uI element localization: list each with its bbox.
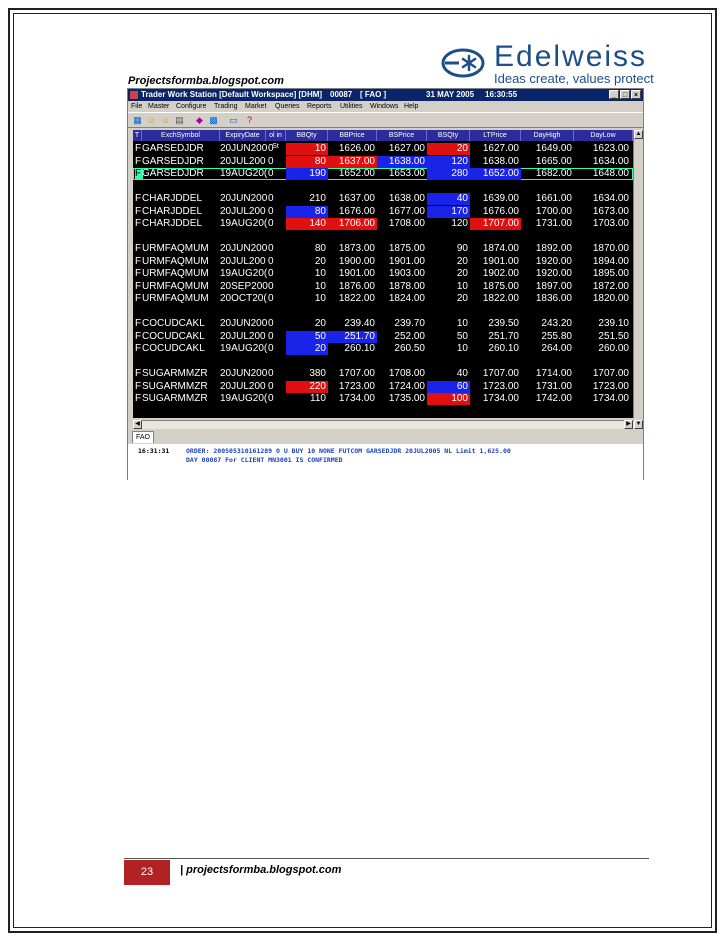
cell-sym: GARSEDJDR bbox=[142, 155, 204, 167]
cell-exp: 19AUG20( bbox=[220, 218, 268, 229]
cell-bsp: 1824.00 bbox=[388, 293, 425, 304]
col-header-bbprice[interactable]: BBPrice bbox=[328, 130, 377, 141]
table-row[interactable] bbox=[133, 156, 633, 168]
cell-exp: 20SEP200 bbox=[220, 280, 268, 292]
cell-bbp: 1637.00 bbox=[338, 193, 375, 204]
cell-ltp: 1901.00 bbox=[482, 255, 519, 267]
page-number: 23 bbox=[140, 866, 154, 878]
cell-dl: 251.50 bbox=[598, 330, 629, 342]
edelweiss-logo-icon bbox=[441, 48, 485, 78]
table-row[interactable] bbox=[133, 393, 633, 405]
table-row[interactable] bbox=[133, 281, 633, 293]
window-time: 16:30:55 bbox=[485, 90, 518, 99]
trade-book-icon[interactable]: ◆ bbox=[196, 115, 203, 125]
cell-bbq: 10 bbox=[286, 143, 328, 155]
cell-dh: 1714.00 bbox=[535, 368, 572, 379]
cell-bsp: 1708.00 bbox=[388, 218, 425, 229]
cell-bbq: 20 bbox=[314, 318, 326, 329]
cell-bsp: 1735.00 bbox=[388, 393, 425, 404]
cell-bbp: 1676.00 bbox=[338, 205, 375, 217]
cell-exp: 20JUN200 bbox=[220, 318, 268, 329]
cell-bbq: 380 bbox=[309, 368, 326, 379]
cell-exp: 19AUG20( bbox=[220, 168, 268, 179]
cell-sym: URMFAQMUM bbox=[142, 243, 209, 254]
cell-ltp: 1639.00 bbox=[482, 193, 519, 204]
col-header-oi[interactable]: ol in St bbox=[266, 130, 286, 141]
buy-icon[interactable]: ☺ bbox=[146, 115, 157, 125]
cell-bbp: 1876.00 bbox=[338, 280, 375, 292]
window-titlebar bbox=[128, 89, 643, 101]
cell-bbp: 1637.00 bbox=[328, 156, 377, 168]
menu-windows[interactable]: Windows bbox=[370, 103, 399, 110]
cell-ol: 0 bbox=[268, 168, 274, 179]
message-icon[interactable]: ▭ bbox=[229, 115, 238, 125]
cell-dh: 1649.00 bbox=[535, 143, 572, 154]
cell-dl: 260.00 bbox=[598, 343, 629, 354]
cell-bbp: 1901.00 bbox=[338, 268, 375, 279]
cell-ol: 0 bbox=[268, 143, 274, 154]
cell-ltp: 1627.00 bbox=[482, 143, 519, 154]
cell-bsp: 1724.00 bbox=[388, 380, 425, 392]
cell-bsq: 120 bbox=[451, 218, 468, 229]
cell-dh: 1920.00 bbox=[535, 268, 572, 279]
cell-sym: CHARJDDEL bbox=[142, 193, 203, 204]
cell-bbq: 110 bbox=[310, 393, 326, 404]
cell-bsq: 280 bbox=[427, 168, 470, 180]
cell-exp: 20JUN200 bbox=[220, 243, 268, 254]
cell-ol: 0 bbox=[268, 293, 274, 304]
cell-dl: 1634.00 bbox=[592, 155, 629, 167]
cell-bbq: 20 bbox=[314, 255, 326, 267]
cell-ol: 0 bbox=[268, 155, 274, 167]
message-line-1: ORDER: 200505310161289 O U BUY 10 NONE FUTCOM GARSEDJDR 20JUL2005 NL Limit 1,625.00 bbox=[186, 447, 511, 455]
table-row[interactable] bbox=[133, 331, 633, 343]
cell-bbp: 1707.00 bbox=[338, 368, 375, 379]
cell-bsq: 90 bbox=[456, 243, 468, 254]
close-button[interactable]: × bbox=[631, 90, 641, 99]
cell-bsq: 20 bbox=[456, 293, 468, 304]
cell-exp: 20JUN200 bbox=[220, 368, 268, 379]
table-row[interactable] bbox=[133, 143, 633, 155]
cell-dl: 1623.00 bbox=[592, 143, 629, 154]
scroll-down-icon[interactable]: ▼ bbox=[635, 421, 642, 427]
cell-dl: 1894.00 bbox=[592, 255, 629, 267]
cell-exp: 20JUN200 bbox=[220, 143, 268, 154]
cell-bbp: 260.10 bbox=[344, 343, 375, 354]
cell-bsq: 20 bbox=[456, 268, 468, 279]
cell-ltp: 1707.00 bbox=[482, 368, 519, 379]
cell-bsq: 170 bbox=[427, 206, 470, 218]
cell-dh: 1665.00 bbox=[535, 155, 572, 167]
cell-bsq: 10 bbox=[456, 280, 468, 292]
edelweiss-logo bbox=[441, 40, 686, 86]
cell-bsq: 60 bbox=[427, 381, 470, 393]
cell-dl: 1648.00 bbox=[592, 168, 629, 179]
cell-bsq: 10 bbox=[456, 343, 468, 354]
cell-bsp: 260.50 bbox=[394, 343, 425, 354]
cell-bsp: 1878.00 bbox=[388, 280, 425, 292]
cell-sym: CHARJDDEL bbox=[142, 205, 203, 217]
cell-ol: 0 bbox=[268, 255, 274, 267]
cell-dh: 1682.00 bbox=[535, 168, 572, 179]
cell-t: F bbox=[135, 318, 142, 329]
menu-market[interactable]: Market bbox=[245, 103, 267, 110]
window-date: 31 MAY 2005 bbox=[426, 90, 475, 99]
cell-bbp: 1706.00 bbox=[328, 218, 377, 230]
menu-configure[interactable]: Configure bbox=[176, 103, 207, 110]
menu-bar bbox=[128, 101, 643, 112]
cell-bsp: 239.70 bbox=[394, 318, 425, 329]
cell-bsq: 120 bbox=[427, 156, 470, 168]
tab-fao[interactable]: FAO bbox=[132, 431, 154, 443]
table-row[interactable] bbox=[133, 218, 633, 230]
market-watch-grid[interactable] bbox=[133, 130, 633, 418]
cell-bsq: 100 bbox=[427, 393, 470, 405]
window-user-id: 00087 bbox=[330, 90, 353, 99]
cell-dl: 1703.00 bbox=[592, 218, 629, 229]
cell-bsp: 1901.00 bbox=[388, 255, 425, 267]
scroll-right-icon[interactable]: ▶ bbox=[624, 420, 633, 429]
cell-bbq: 80 bbox=[314, 243, 326, 254]
message-line-2: DAY 00087 For CLIENT MN3001 IS CONFIRMED bbox=[186, 456, 343, 464]
table-row[interactable] bbox=[133, 318, 633, 330]
cell-ltp: 1734.00 bbox=[482, 393, 519, 404]
table-row[interactable] bbox=[133, 368, 633, 380]
message-window bbox=[128, 444, 643, 480]
cell-t: F bbox=[135, 380, 142, 392]
trader-workstation-window bbox=[127, 88, 644, 480]
table-row[interactable] bbox=[133, 256, 633, 268]
cell-ol: 0 bbox=[268, 268, 274, 279]
cell-ltp: 1652.00 bbox=[470, 168, 521, 180]
table-row[interactable] bbox=[133, 206, 633, 218]
col-header-exchsymbol[interactable]: ExchSymbol bbox=[142, 130, 220, 141]
cell-bbp: 1873.00 bbox=[338, 243, 375, 254]
cell-sym: COCUDCAKL bbox=[142, 330, 205, 342]
menu-file[interactable]: File bbox=[131, 103, 143, 110]
workspace-tabs bbox=[128, 431, 643, 443]
cell-dh: 1742.00 bbox=[535, 393, 572, 404]
cell-exp: 20JUL200 bbox=[220, 155, 266, 167]
cell-ltp: 1723.00 bbox=[482, 380, 519, 392]
cell-t: F bbox=[135, 193, 142, 204]
cell-ol: 0 bbox=[268, 218, 274, 229]
cell-exp: 19AUG20( bbox=[220, 268, 268, 279]
cell-bsp: 1638.00 bbox=[388, 193, 425, 204]
cell-ol: 0 bbox=[268, 318, 274, 329]
cell-bbq: 80 bbox=[286, 156, 328, 168]
cell-bsp: 1875.00 bbox=[388, 243, 425, 254]
footer-text: | projectsformba.blogspot.com bbox=[180, 864, 342, 876]
cell-t: F bbox=[135, 243, 142, 254]
cell-dh: 264.00 bbox=[541, 343, 572, 354]
cell-t: F bbox=[135, 168, 142, 179]
cell-sym: GARSEDJDR bbox=[142, 168, 204, 179]
cell-sym: GARSEDJDR bbox=[142, 143, 204, 154]
cell-bsq: 40 bbox=[427, 193, 470, 205]
cell-ol: 0 bbox=[268, 380, 274, 392]
cell-ol: 0 bbox=[268, 393, 274, 404]
cell-dl: 1673.00 bbox=[592, 205, 629, 217]
col-header-bsprice[interactable]: BSPrice bbox=[377, 130, 427, 141]
table-row[interactable] bbox=[133, 268, 633, 280]
cell-dh: 243.20 bbox=[541, 318, 572, 329]
cell-bbq: 220 bbox=[286, 381, 328, 393]
message-time: 16:31:31 bbox=[138, 447, 170, 455]
cell-exp: 20OCT20( bbox=[220, 293, 267, 304]
cell-ltp: 1902.00 bbox=[482, 268, 519, 279]
horizontal-scrollbar[interactable] bbox=[133, 420, 643, 429]
cell-ltp: 1874.00 bbox=[482, 243, 519, 254]
col-header-dayhigh[interactable]: DayHigh bbox=[521, 130, 574, 141]
cell-t: F bbox=[135, 155, 142, 167]
blank-row bbox=[133, 181, 633, 193]
cell-t: F bbox=[135, 205, 142, 217]
window-icon[interactable]: ▩ bbox=[209, 115, 218, 125]
cell-bsp: 1708.00 bbox=[388, 368, 425, 379]
col-header-bbqty[interactable]: BBQty bbox=[286, 130, 328, 141]
help-icon[interactable]: ? bbox=[246, 115, 252, 125]
cell-bbp: 1822.00 bbox=[338, 293, 375, 304]
cell-t: F bbox=[135, 368, 142, 379]
blank-row bbox=[133, 306, 633, 318]
cell-sym: URMFAQMUM bbox=[142, 268, 209, 279]
cell-dh: 255.80 bbox=[541, 330, 572, 342]
cell-ltp: 1638.00 bbox=[482, 155, 519, 167]
cell-t: F bbox=[135, 255, 142, 267]
cell-ol: 0 bbox=[268, 243, 274, 254]
table-row[interactable] bbox=[133, 381, 633, 393]
cell-sym: URMFAQMUM bbox=[142, 280, 209, 292]
col-header-bsqty[interactable]: BSQty bbox=[427, 130, 470, 141]
cell-ltp: 1707.00 bbox=[470, 218, 521, 230]
cell-dl: 239.10 bbox=[598, 318, 629, 329]
cell-dl: 1634.00 bbox=[592, 193, 629, 204]
footer-rule bbox=[124, 858, 649, 859]
cell-bsq: 40 bbox=[456, 368, 468, 379]
order-book-icon[interactable]: ▤ bbox=[175, 115, 184, 125]
cell-bsp: 1627.00 bbox=[388, 143, 425, 154]
cell-bbp: 1626.00 bbox=[338, 143, 375, 154]
vertical-scrollbar[interactable] bbox=[633, 130, 643, 418]
blank-row bbox=[133, 356, 633, 368]
cell-dh: 1892.00 bbox=[535, 243, 572, 254]
cell-t: F bbox=[135, 393, 142, 404]
cell-dl: 1870.00 bbox=[592, 243, 629, 254]
cell-sym: COCUDCAKL bbox=[142, 343, 205, 354]
table-row[interactable] bbox=[133, 293, 633, 305]
menu-trading[interactable]: Trading bbox=[214, 103, 238, 110]
cell-bsq: 20 bbox=[427, 143, 470, 155]
sell-icon[interactable]: ☺ bbox=[160, 115, 171, 125]
cell-t: F bbox=[135, 343, 142, 354]
cell-dh: 1920.00 bbox=[535, 255, 572, 267]
col-header-daylow[interactable]: DayLow bbox=[574, 130, 633, 141]
cell-bsp: 1653.00 bbox=[388, 168, 425, 179]
table-row[interactable] bbox=[133, 243, 633, 255]
cell-bsq: 20 bbox=[456, 255, 468, 267]
cell-sym: URMFAQMUM bbox=[142, 255, 209, 267]
cell-ol: 0 bbox=[268, 193, 274, 204]
scroll-up-icon[interactable]: ▲ bbox=[635, 131, 642, 137]
cell-bbp: 251.70 bbox=[328, 331, 377, 343]
table-row[interactable] bbox=[133, 343, 633, 355]
menu-master[interactable]: Master bbox=[148, 103, 170, 110]
cell-bbq: 50 bbox=[286, 331, 328, 343]
cell-sym: SUGARMMZR bbox=[142, 393, 208, 404]
cell-sym: URMFAQMUM bbox=[142, 293, 209, 304]
cell-bsq: 50 bbox=[456, 330, 468, 342]
cell-bbq: 80 bbox=[286, 206, 328, 218]
col-header-expirydate[interactable]: ExpiryDate bbox=[220, 130, 266, 141]
cell-sym: CHARJDDEL bbox=[142, 218, 203, 229]
logo-name: Edelweiss bbox=[494, 40, 648, 73]
cell-sym: SUGARMMZR bbox=[142, 380, 208, 392]
cell-ltp: 1822.00 bbox=[482, 293, 519, 304]
cell-ltp: 239.50 bbox=[488, 318, 519, 329]
cell-ol: 0 bbox=[268, 205, 274, 217]
cell-dh: 1661.00 bbox=[535, 193, 572, 204]
cell-bbq: 20 bbox=[286, 343, 328, 355]
cell-ol: 0 bbox=[268, 330, 274, 342]
menu-queries[interactable]: Queries bbox=[275, 103, 300, 110]
app-icon bbox=[130, 91, 138, 99]
cell-bbp: 239.40 bbox=[344, 318, 375, 329]
cell-bsp: 1903.00 bbox=[388, 268, 425, 279]
cell-bbq: 140 bbox=[286, 218, 328, 230]
cell-bbq: 10 bbox=[314, 268, 326, 279]
cell-dl: 1734.00 bbox=[592, 393, 629, 404]
cell-sym: SUGARMMZR bbox=[142, 368, 208, 379]
cell-dh: 1897.00 bbox=[535, 280, 572, 292]
cell-ltp: 1875.00 bbox=[482, 280, 519, 292]
cell-t: F bbox=[135, 143, 142, 154]
cell-t: F bbox=[135, 280, 142, 292]
cell-t: F bbox=[135, 330, 142, 342]
cell-exp: 20JUL200 bbox=[220, 330, 266, 342]
cell-dh: 1700.00 bbox=[535, 205, 572, 217]
cell-dl: 1872.00 bbox=[592, 280, 629, 292]
menu-utilities[interactable]: Utilities bbox=[340, 103, 363, 110]
blank-row bbox=[133, 231, 633, 243]
maximize-button[interactable]: □ bbox=[620, 90, 630, 99]
cell-bbq: 210 bbox=[309, 193, 326, 204]
window-segment: [ FAO ] bbox=[360, 90, 387, 99]
cell-bbp: 1734.00 bbox=[338, 393, 375, 404]
cell-bsp: 1638.00 bbox=[377, 156, 427, 168]
cell-sym: COCUDCAKL bbox=[142, 318, 205, 329]
cell-bbp: 1723.00 bbox=[338, 380, 375, 392]
table-row[interactable] bbox=[133, 193, 633, 205]
cell-t: F bbox=[135, 293, 142, 304]
cell-ol: 0 bbox=[268, 368, 274, 379]
menu-reports[interactable]: Reports bbox=[307, 103, 332, 110]
cell-exp: 19AUG20( bbox=[220, 393, 268, 404]
cell-dl: 1895.00 bbox=[592, 268, 629, 279]
cell-bsq: 10 bbox=[456, 318, 468, 329]
window-title: Trader Work Station [Default Workspace] [DHM] bbox=[141, 90, 323, 99]
cell-t: F bbox=[135, 268, 142, 279]
cell-bbp: 1652.00 bbox=[338, 168, 375, 179]
cell-exp: 20JUL200 bbox=[220, 380, 266, 392]
cell-ltp: 251.70 bbox=[488, 330, 519, 342]
cell-bbq: 190 bbox=[286, 168, 328, 180]
cell-bsp: 1677.00 bbox=[388, 205, 425, 217]
cell-bbq: 10 bbox=[314, 280, 326, 292]
site-header: Projectsformba.blogspot.com bbox=[128, 75, 284, 87]
cell-dl: 1820.00 bbox=[592, 293, 629, 304]
cell-dh: 1731.00 bbox=[535, 218, 572, 229]
cell-ol: 0 bbox=[268, 343, 274, 354]
cell-exp: 20JUL200 bbox=[220, 255, 266, 267]
cell-ltp: 1676.00 bbox=[482, 205, 519, 217]
window-controls bbox=[609, 90, 641, 99]
logo-tagline: Ideas create, values protect bbox=[494, 71, 654, 86]
market-watch-icon[interactable]: ▦ bbox=[133, 115, 142, 125]
cell-ol: 0 bbox=[268, 280, 274, 292]
col-header-ltprice[interactable]: LTPrice bbox=[470, 130, 521, 141]
cell-bbq: 10 bbox=[314, 293, 326, 304]
cell-bbp: 1900.00 bbox=[338, 255, 375, 267]
cell-ltp: 260.10 bbox=[488, 343, 519, 354]
cell-dl: 1707.00 bbox=[592, 368, 629, 379]
cell-bsp: 252.00 bbox=[394, 330, 425, 342]
cell-t: F bbox=[135, 218, 142, 229]
toolbar bbox=[128, 112, 643, 128]
table-row[interactable] bbox=[133, 168, 633, 180]
cell-dl: 1723.00 bbox=[592, 380, 629, 392]
menu-help[interactable]: Help bbox=[404, 103, 419, 110]
col-header-t[interactable]: T bbox=[133, 130, 142, 141]
scroll-left-icon[interactable]: ◀ bbox=[133, 420, 142, 429]
cell-exp: 19AUG20( bbox=[220, 343, 268, 354]
cell-exp: 20JUL200 bbox=[220, 205, 266, 217]
cell-exp: 20JUN200 bbox=[220, 193, 268, 204]
cell-dh: 1836.00 bbox=[535, 293, 572, 304]
cell-dh: 1731.00 bbox=[535, 380, 572, 392]
minimize-button[interactable]: _ bbox=[609, 90, 619, 99]
